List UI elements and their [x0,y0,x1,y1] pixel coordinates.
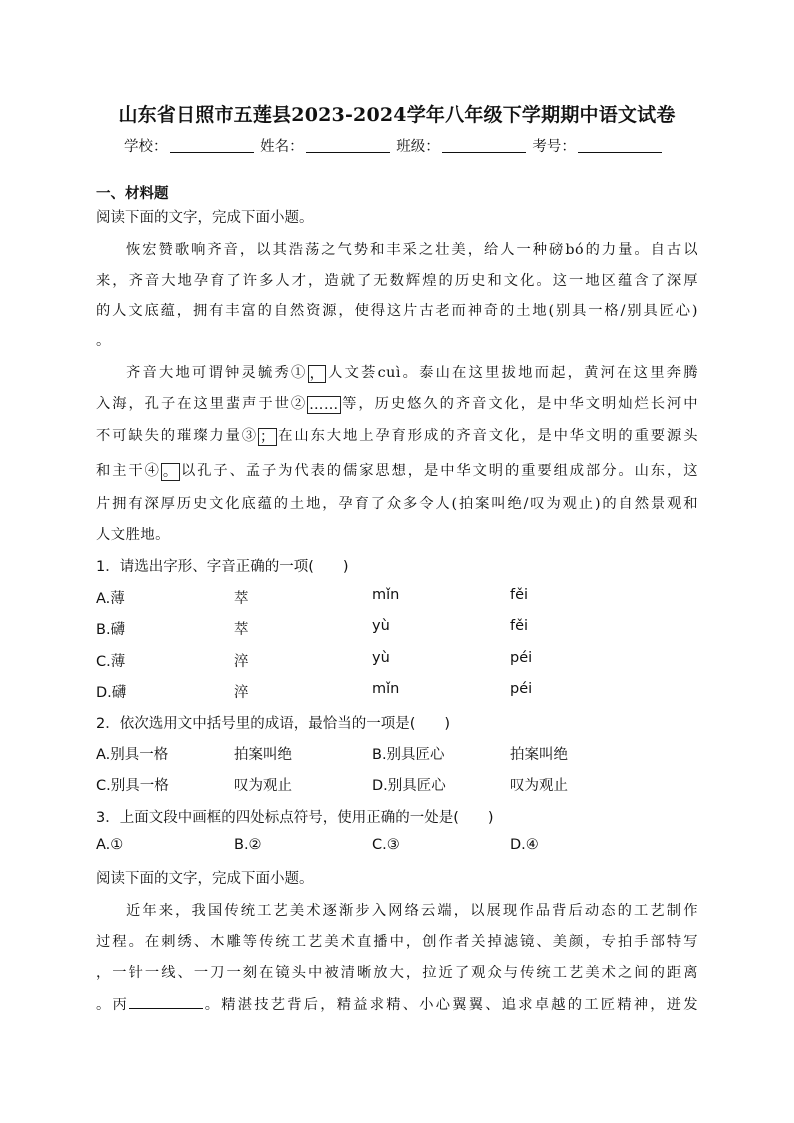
q2-option-a-second: 拍案叫绝 [234,747,292,763]
passage2-line [96,994,698,1014]
boxed-punctuation-2: …… [309,397,339,413]
text-segment: 人文荟cuì。泰山在这里拔地而起，黄河在这里奔腾 [326,365,698,381]
q1-option-c: yù [372,618,390,634]
q1-option-d: péi [510,650,533,666]
passage1-line: 人文胜地。 [96,527,170,543]
question-2-stem: 2．依次选用文中括号里的成语，最恰当的一项是( ) [96,716,451,732]
class-blank [442,138,526,153]
passage1-line [126,362,698,383]
text-segment: 入海，孔子在这里蜚声于世② [96,396,308,412]
q2-option-d: D.别具匠心 [372,778,446,794]
school-label: 学校： [124,139,168,155]
q1-option-a: C.薄 [96,654,126,670]
q2-option-b-second: 拍案叫绝 [510,747,568,763]
q2-option-d-second: 叹为观止 [510,778,568,794]
boxed-punctuation-4: 。 [162,464,178,480]
q2-option-b: B.别具匠心 [372,747,445,763]
text-segment: 齐音大地可谓钟灵毓秀① [126,365,308,381]
passage1-line: 恢宏赞歌响齐音，以其浩荡之气势和丰采之壮美，给人一种磅bó的力量。自古以 [126,242,698,258]
q1-option-b: 萃 [234,622,249,638]
passage1-line: 片拥有深厚历史文化底蕴的土地，孕育了众多令人(拍案叫绝/叹为观止)的自然景观和 [96,496,698,512]
text-segment: 。精湛技艺背后，精益求精、小心翼翼、追求卓越的工匠精神，迸发 [203,997,698,1013]
text-segment: 等，历史悠久的齐音文化，是中华文明灿烂长河中 [340,396,699,412]
q3-option-d: D.④ [510,837,539,853]
passage1-line [96,460,698,481]
question-1-stem: 1．请选出字形、字音正确的一项( ) [96,559,349,575]
q1-option-d: fěi [510,587,529,603]
q1-option-c: mǐn [372,587,400,603]
text-segment: 以孔子、孟子为代表的儒家思想，是中华文明的重要组成部分。山东，这 [179,463,699,479]
q1-option-d: péi [510,681,533,697]
passage2-line: ，一针一线、一刀一刻在镜头中被清晰放大，拉近了观众与传统工艺美术之间的距离 [96,965,698,981]
instruction-text: 阅读下面的文字，完成下面小题。 [96,871,314,887]
class-label: 班级： [396,139,440,155]
passage2-line: 过程。在刺绣、木雕等传统工艺美术直播中，创作者关掉滤镜、美颜，专拍手部特写 [96,934,698,950]
passage2-line: 近年来，我国传统工艺美术逐渐步入网络云端，以展现作品背后动态的工艺制作 [126,903,698,919]
question-3-stem: 3．上面文段中画框的四处标点符号，使用正确的一处是( ) [96,810,494,826]
passage1-line [96,425,698,446]
q1-option-c: yù [372,650,390,666]
text-segment: 在山东大地上孕育形成的齐音文化，是中华文明的重要源头 [276,428,698,444]
passage1-line: 。 [96,333,111,349]
school-blank [170,138,254,153]
q3-option-b: B.② [234,837,262,853]
q1-option-d: fěi [510,618,529,634]
text-segment: 不可缺失的璀璨力量③ [96,428,258,444]
passage1-line: 来，齐音大地孕育了许多人才，造就了无数辉煌的历史和文化。这一地区蕴含了深厚 [96,273,698,289]
exam-title: 山东省日照市五莲县2023-2024学年八年级下学期期中语文试卷 [118,104,676,126]
text-segment: 。丙 [96,997,129,1013]
exam-number-label: 考号： [532,139,576,155]
name-blank [306,138,390,153]
q2-option-c: C.别具一格 [96,778,169,794]
q3-option-c: C.③ [372,837,400,853]
passage1-line [96,393,698,414]
fill-in-blank [129,996,203,1009]
q1-option-c: mǐn [372,681,400,697]
instruction-text: 阅读下面的文字，完成下面小题。 [96,210,314,226]
student-info-line [124,135,664,156]
q1-option-a: B.礴 [96,622,126,638]
q2-option-a: A.别具一格 [96,747,169,763]
boxed-punctuation-3: ； [260,429,275,445]
passage1-line: 的人文底蕴，拥有丰富的自然资源，使得这片古老而神奇的土地(别具一格/别具匠心) [96,303,698,319]
q1-option-a: D.礴 [96,685,127,701]
q1-option-a: A.薄 [96,591,125,607]
q1-option-b: 淬 [234,685,249,701]
text-segment: 和主干④ [96,463,161,479]
q1-option-b: 萃 [234,591,249,607]
exam-number-blank [578,138,662,153]
name-label: 姓名： [260,139,304,155]
section-heading: 一、材料题 [96,186,169,202]
q3-option-a: A.① [96,837,124,853]
q1-option-b: 淬 [234,654,249,670]
boxed-punctuation-1: ， [309,366,325,382]
q2-option-c-second: 叹为观止 [234,778,292,794]
